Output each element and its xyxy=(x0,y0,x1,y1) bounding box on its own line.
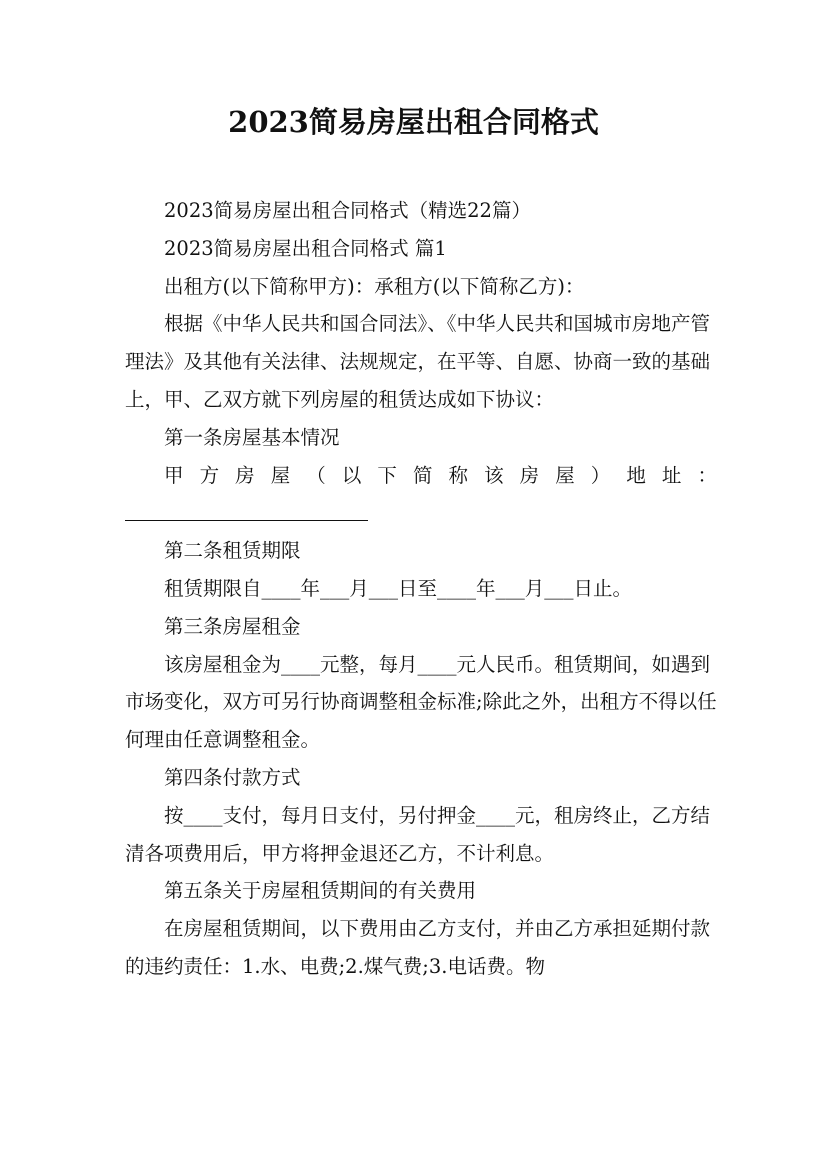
section-heading-line: 2023简易房屋出租合同格式 篇1 xyxy=(164,236,447,260)
preamble-paragraph: 根据《中华人民共和国合同法》、《中华人民共和国城市房地产管理法》及其他有关法律、法规规定，在平等、自愿、协商一致的基础上，甲、乙双方就下列房屋的租赁达成如下协议： xyxy=(125,312,711,411)
document-body xyxy=(125,192,717,986)
payment-paragraph: 按____支付，每月日支付，另付押金____元，租房终止，乙方结清各项费用后，甲方将押金退还乙方，不计利息。 xyxy=(125,803,711,865)
underline-rule xyxy=(125,520,368,521)
address-char: 简 xyxy=(412,463,433,487)
article-4-heading: 第四条付款方式 xyxy=(164,765,301,789)
article-1-heading: 第一条房屋基本情况 xyxy=(164,425,340,449)
address-char: ： xyxy=(697,463,717,487)
address-blank xyxy=(125,494,717,532)
address-char: 下 xyxy=(377,463,397,487)
document-title: 2023简易房屋出租合同格式 xyxy=(228,105,599,139)
rent-paragraph: 该房屋租金为____元整，每月____元人民币。租赁期间，如遇到市场变化，双方可另行协商调整租金标准;除此之外，出租方不得以任何理由任意调整租金。 xyxy=(125,652,717,752)
address-char: （ xyxy=(306,463,326,487)
subtitle-line: 2023简易房屋出租合同格式（精选22篇） xyxy=(164,199,531,222)
address-line xyxy=(125,457,717,495)
address-char: 该 xyxy=(484,463,504,487)
address-char: 屋 xyxy=(270,463,291,487)
address-char: 址 xyxy=(661,463,682,487)
address-char: 房 xyxy=(519,463,540,487)
address-char: 甲 xyxy=(164,463,184,487)
fees-paragraph: 在房屋租赁期间，以下费用由乙方支付，并由乙方承担延期付款的违约责任：1.水、电费;2.煤气费;3.电话费。物 xyxy=(125,917,711,978)
article-3-heading: 第三条房屋租金 xyxy=(164,614,301,638)
address-char: 以 xyxy=(341,463,362,487)
address-char: 称 xyxy=(448,463,469,487)
address-char: ） xyxy=(590,463,611,487)
address-char: 屋 xyxy=(555,463,575,487)
lease-term-line: 租赁期限自____年___月___日至____年___月___日止。 xyxy=(164,576,633,600)
article-5-heading: 第五条关于房屋租赁期间的有关费用 xyxy=(164,879,477,903)
address-char: 地 xyxy=(626,463,646,487)
parties-line: 出租方(以下简称甲方)：承租方(以下简称乙方)： xyxy=(164,274,585,298)
article-2-heading: 第二条租赁期限 xyxy=(164,539,301,563)
address-char: 房 xyxy=(235,463,255,487)
address-char: 方 xyxy=(199,463,220,487)
